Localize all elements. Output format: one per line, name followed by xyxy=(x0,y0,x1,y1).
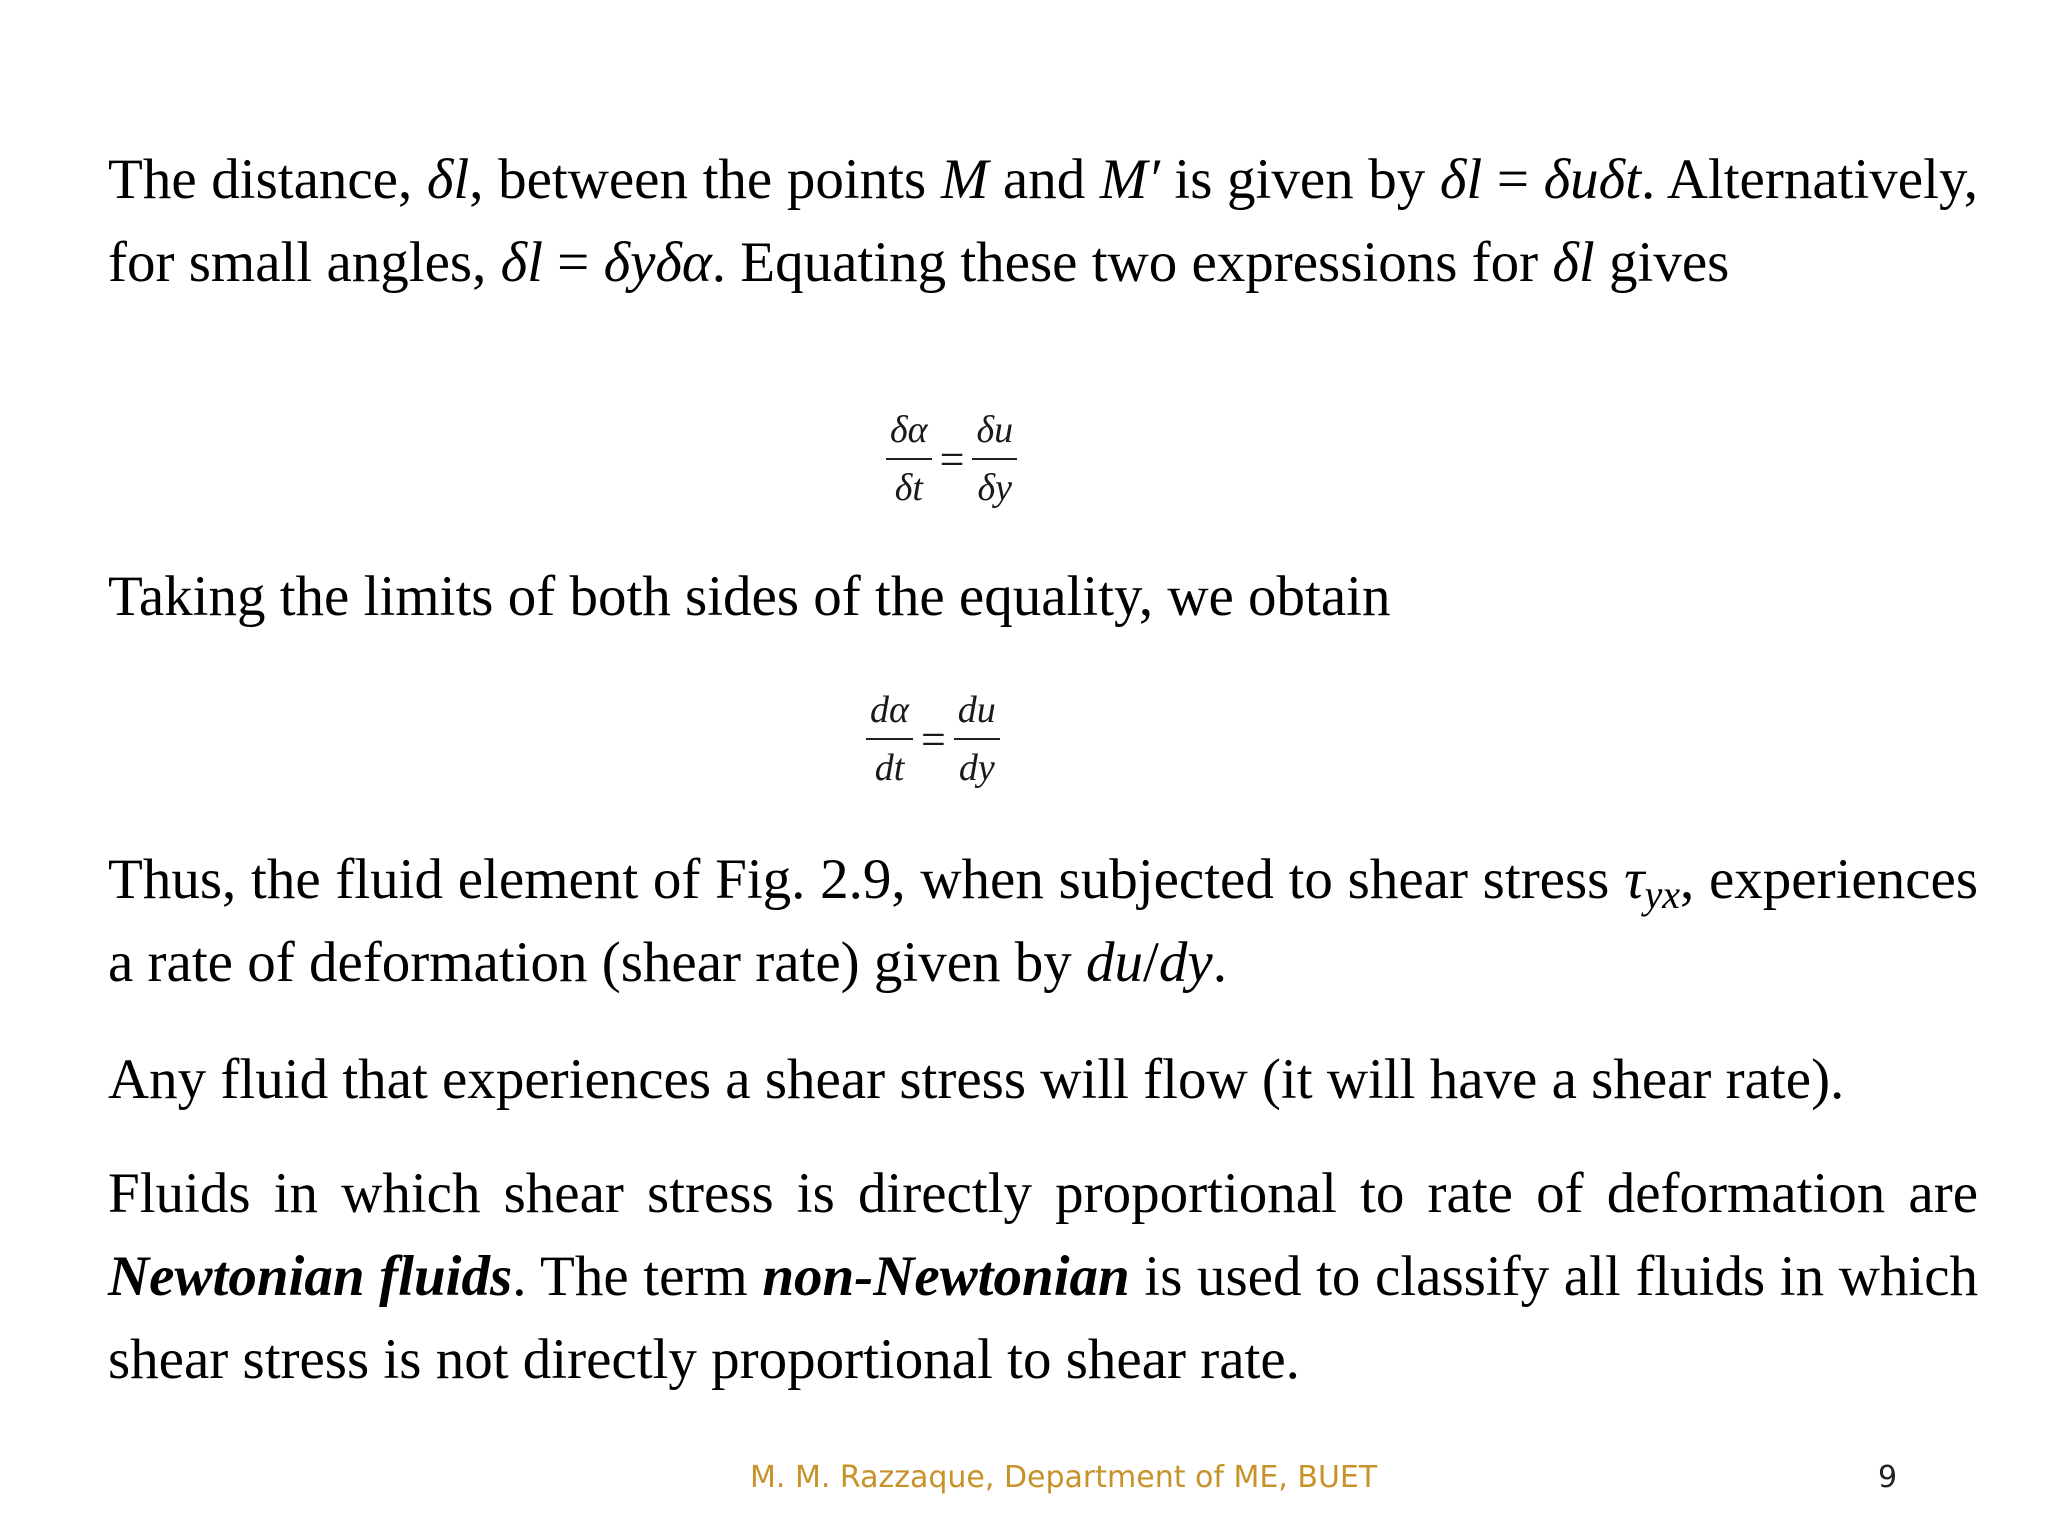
text: is used to classify all fluids in which shear stress is not directly proportional to shear rate. xyxy=(108,1245,1978,1391)
math-symbol: δyδα xyxy=(603,231,712,294)
equals-sign: = xyxy=(920,714,946,764)
text: = xyxy=(542,231,604,294)
math-symbol: M xyxy=(940,148,989,211)
math-symbol-tau: τ xyxy=(1624,848,1645,911)
math-symbol: dy xyxy=(1158,931,1213,994)
text: . Equating these two expressions for xyxy=(711,231,1553,294)
denominator: dt xyxy=(874,747,905,789)
equals-sign: = xyxy=(939,434,965,484)
text: = xyxy=(1482,148,1544,211)
text: gives xyxy=(1594,231,1730,294)
footer-author: M. M. Razzaque, Department of ME, BUET xyxy=(750,1460,1378,1495)
denominator: δt xyxy=(894,467,923,509)
math-symbol: δl xyxy=(426,148,470,211)
denominator: dy xyxy=(958,747,995,789)
math-symbol: du xyxy=(1086,931,1144,994)
fraction-lhs xyxy=(886,406,932,512)
math-symbol: M′ xyxy=(1099,148,1160,211)
denominator: δy xyxy=(977,467,1013,509)
text: and xyxy=(988,148,1100,211)
fraction-bar xyxy=(954,738,1000,740)
paragraph-shear-rate xyxy=(108,838,1978,1004)
text: The distance, xyxy=(108,148,427,211)
paragraph-distance xyxy=(108,138,1978,304)
text: . xyxy=(1212,931,1227,994)
paragraph-limits: Taking the limits of both sides of the equality, we obtain xyxy=(108,565,1391,628)
math-symbol: δl xyxy=(1552,231,1595,294)
numerator: δu xyxy=(976,409,1014,451)
page-number: 9 xyxy=(1878,1460,1898,1495)
text: . Alternatively, for small angles, xyxy=(108,148,1978,294)
term-newtonian-fluids: Newtonian fluids xyxy=(108,1245,513,1308)
math-symbol: δl xyxy=(500,231,543,294)
fraction-rhs xyxy=(972,406,1017,512)
fraction-bar xyxy=(886,458,932,460)
text: / xyxy=(1143,931,1159,994)
fraction-rhs xyxy=(954,686,1000,792)
text: . The term xyxy=(512,1245,763,1308)
term-non-newtonian: non-Newtonian xyxy=(762,1245,1130,1308)
numerator: du xyxy=(957,689,996,731)
paragraph-newtonian xyxy=(108,1152,1978,1401)
text: is given by xyxy=(1159,148,1440,211)
text: Fluids in which shear stress is directly proportional to rate of deformation are xyxy=(108,1162,1978,1225)
paragraph-flow: Any fluid that experiences a shear stress will flow (it will have a shear rate). xyxy=(108,1048,1845,1111)
equation-delta-ratio xyxy=(886,406,1017,512)
math-symbol: δl xyxy=(1439,148,1483,211)
math-symbol: δuδt xyxy=(1543,148,1641,211)
subscript: yx xyxy=(1644,872,1681,917)
numerator: δα xyxy=(890,409,928,451)
fraction-bar xyxy=(972,458,1017,460)
numerator: dα xyxy=(870,689,909,731)
text: , experiences a rate of deformation (shear rate) given by xyxy=(108,848,1979,994)
equation-derivative-ratio xyxy=(866,686,1000,792)
text: , between the points xyxy=(469,148,941,211)
text: Thus, the fluid element of Fig. 2.9, when subjected to shear stress xyxy=(108,848,1625,911)
fraction-lhs xyxy=(866,686,913,792)
fraction-bar xyxy=(866,738,913,740)
